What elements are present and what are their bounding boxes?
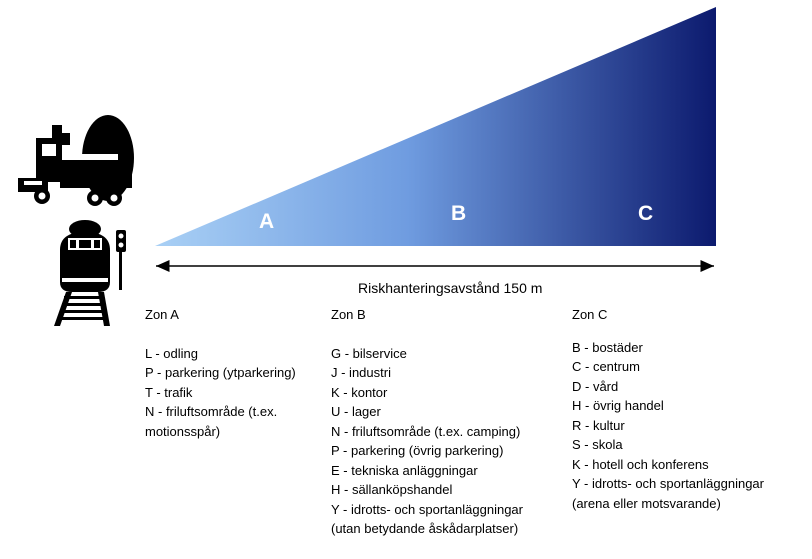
zone-letter-b: B (451, 202, 467, 225)
zone-a-item: L - odling (145, 345, 198, 361)
railway-signal-icon (116, 230, 126, 290)
risk-wedge (155, 7, 716, 246)
zone-b-item: Y - idrotts- och sportanläggningar (331, 501, 523, 517)
zone-b-item: (utan betydande åskådarplatser) (331, 521, 519, 536)
zone-c-item: H - övrig handel (572, 398, 664, 413)
zone-a-item: motionsspår) (145, 423, 221, 439)
zone-b-item: N - friluftsområde (t.ex. camping) (331, 423, 521, 439)
zone-c-item: C - centrum (572, 359, 640, 374)
zone-b-title: Zon B (331, 307, 366, 322)
zone-letter-a: A (259, 210, 275, 233)
zone-a-item: T - trafik (145, 384, 193, 400)
zone-b-column (331, 305, 523, 539)
zone-c-item: D - vård (572, 378, 619, 394)
zone-b-item: J - industri (331, 365, 391, 380)
zone-b-item: P - parkering (övrig parkering) (331, 443, 504, 458)
zone-c-item: (arena eller motsvarande) (572, 495, 721, 511)
zone-b-item: G - bilservice (331, 345, 407, 361)
zone-b-item: K - kontor (331, 384, 388, 400)
zone-c-item: Y - idrotts- och sportanläggningar (572, 476, 764, 491)
zone-a-item: P - parkering (ytparkering) (145, 365, 296, 380)
zone-letter-c: C (638, 202, 654, 225)
zone-a-item: N - friluftsområde (t.ex. (145, 404, 278, 419)
railway-track-icon (54, 292, 110, 326)
zone-c-column (572, 305, 764, 513)
zone-c-title: Zon C (572, 307, 608, 322)
train-icon (60, 220, 110, 292)
zone-a-column (145, 305, 296, 441)
zone-c-item: K - hotell och konferens (572, 456, 709, 472)
zone-c-item: S - skola (572, 437, 623, 452)
zone-b-item: U - lager (331, 404, 381, 419)
zone-c-item: B - bostäder (572, 339, 643, 355)
distance-label: Riskhanteringsavstånd 150 m (358, 280, 543, 296)
zone-b-item: E - tekniska anläggningar (331, 462, 478, 478)
zone-b-item: H - sällanköpshandel (331, 482, 453, 497)
zone-a-title: Zon A (145, 307, 179, 322)
zone-c-item: R - kultur (572, 417, 625, 433)
truck-icon (18, 115, 134, 206)
